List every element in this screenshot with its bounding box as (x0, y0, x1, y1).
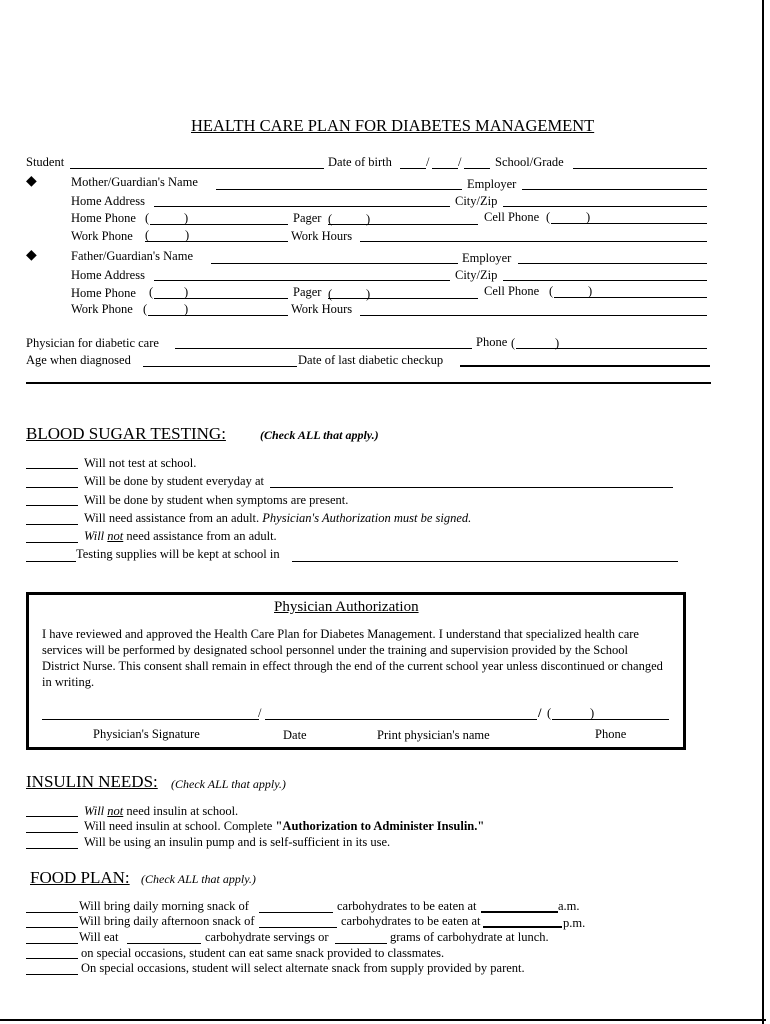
mother-city-zip-field[interactable] (503, 206, 707, 207)
list-item: Will need assistance from an adult. Physician's Authorization must be signed. (84, 511, 472, 525)
checkbox-line[interactable] (26, 487, 78, 488)
paren-close: ) (185, 228, 190, 242)
auth-note: Physician's Authorization must be signed. (262, 511, 472, 525)
mother-home-phone-label: Home Phone (71, 211, 136, 225)
supplies-location-field[interactable] (292, 561, 678, 562)
paren-open: ( (145, 211, 150, 225)
paren-close: ) (184, 211, 189, 225)
checkbox-line[interactable] (26, 848, 78, 849)
slash: / (258, 706, 262, 720)
paren-open: ( (549, 284, 554, 298)
insulin-heading: INSULIN NEEDS: (26, 772, 158, 791)
age-diagnosed-label: Age when diagnosed (26, 353, 131, 367)
blood-sugar-heading: BLOOD SUGAR TESTING: (26, 424, 226, 443)
last-checkup-label: Date of last diabetic checkup (298, 353, 444, 367)
checkbox-line[interactable] (26, 943, 78, 944)
student-field[interactable] (70, 168, 324, 169)
list-item: On special occasions, student will select alternate snack from supply provided by parent. (81, 961, 525, 975)
physician-phone-label: Phone (476, 335, 508, 349)
list-item: a.m. (558, 899, 580, 913)
father-name-field[interactable] (211, 263, 458, 264)
mother-home-address-field[interactable] (154, 206, 450, 207)
list-item: Will not need assistance from an adult. (84, 529, 277, 543)
afternoon-time-field[interactable] (483, 926, 562, 928)
authorization-title: Physician Authorization (274, 599, 419, 615)
mother-cell-phone-label: Cell Phone (484, 210, 540, 224)
list-item: carbohydrate servings or (205, 930, 329, 944)
checkbox-line[interactable] (26, 524, 78, 525)
print-name-label: Print physician's name (377, 728, 490, 742)
checkbox-line[interactable] (26, 816, 78, 817)
mother-employer-label: Employer (467, 177, 517, 191)
section-divider (26, 382, 711, 384)
mother-employer-field[interactable] (522, 189, 707, 190)
father-work-hours-field[interactable] (360, 315, 707, 316)
signature-field[interactable] (42, 719, 259, 720)
afternoon-snack-amount-field[interactable] (259, 927, 337, 928)
insulin-note: (Check ALL that apply.) (171, 777, 286, 791)
list-item: carbohydrates to be eaten at (341, 914, 481, 928)
list-item: Testing supplies will be kept at school in (76, 547, 280, 561)
mother-name-field[interactable] (216, 189, 462, 190)
dob-year-field[interactable] (464, 168, 490, 169)
bullet-diamond-icon: ◆ (26, 248, 37, 263)
father-home-phone-label: Home Phone (71, 286, 136, 300)
dob-label: Date of birth (328, 155, 392, 169)
father-city-zip-label: City/Zip (455, 268, 498, 282)
mother-pager-field[interactable] (328, 224, 478, 225)
paren-close: ) (588, 284, 593, 298)
page-title: HEALTH CARE PLAN FOR DIABETES MANAGEMENT (191, 116, 595, 135)
authorization-phone-field[interactable] (552, 719, 669, 720)
mother-cell-phone-field[interactable] (551, 223, 707, 224)
father-cell-phone-label: Cell Phone (484, 284, 540, 298)
checkbox-line[interactable] (26, 542, 78, 543)
last-checkup-field[interactable] (460, 365, 710, 367)
list-item: Will not need insulin at school. (84, 804, 239, 818)
mother-pager-label: Pager (293, 211, 322, 225)
food-plan-heading: FOOD PLAN: (30, 868, 130, 887)
list-item: Will not test at school. (84, 456, 197, 470)
list-item: Will bring daily afternoon snack of (79, 914, 255, 928)
father-home-address-field[interactable] (154, 280, 450, 281)
list-item: grams of carbohydrate at lunch. (390, 930, 549, 944)
blood-sugar-note: (Check ALL that apply.) (260, 428, 379, 442)
physician-care-label: Physician for diabetic care (26, 336, 159, 350)
list-item: Will be using an insulin pump and is self-sufficient in its use. (84, 835, 391, 849)
school-grade-label: School/Grade (495, 155, 564, 169)
list-item: on special occasions, student can eat same snack provided to classmates. (81, 946, 445, 960)
mother-home-phone-field[interactable] (150, 224, 288, 225)
list-item: Will be done by student when symptoms are present. (84, 493, 349, 507)
mother-work-hours-field[interactable] (360, 241, 707, 242)
paren-close: ) (184, 302, 189, 316)
paren-open: ( (511, 336, 516, 350)
dob-slash-1: / (426, 155, 430, 169)
father-work-phone-field[interactable] (148, 315, 288, 316)
father-pager-label: Pager (293, 285, 322, 299)
checkbox-line[interactable] (26, 958, 78, 959)
slash: / (538, 706, 542, 720)
checkbox-line[interactable] (26, 927, 78, 928)
list-item: Will need insulin at school. Complete "Authorization to Administer Insulin." (84, 819, 485, 833)
signature-label: Physician's Signature (93, 727, 200, 741)
page-right-edge (762, 0, 764, 1024)
paren-open: ( (145, 228, 150, 242)
paren-close: ) (366, 212, 371, 226)
age-diagnosed-field[interactable] (143, 366, 297, 367)
paren-close: ) (366, 287, 371, 301)
father-city-zip-field[interactable] (503, 280, 707, 281)
checkbox-line[interactable] (26, 561, 76, 562)
physician-phone-field[interactable] (516, 348, 707, 349)
physician-care-field[interactable] (175, 348, 472, 349)
mother-city-zip-label: City/Zip (455, 194, 498, 208)
date-label: Date (283, 728, 307, 742)
authorization-text: I have reviewed and approved the Health Care Plan for Diabetes Management. I understand that specialized health care services will be performed by designated school personnel under the training and supervision provided by the School District Nurse. This consent shall remain in effect through the end of the current school year unless discontinued or changed in writing. (42, 627, 663, 689)
father-name-label: Father/Guardian's Name (71, 249, 194, 263)
list-item: Will bring daily morning snack of (79, 899, 249, 913)
dob-day-field[interactable] (432, 168, 458, 169)
paren-open: ( (149, 285, 154, 299)
father-work-phone-label: Work Phone (71, 302, 133, 316)
mother-work-phone-field[interactable] (145, 241, 288, 242)
father-pager-field[interactable] (328, 298, 478, 299)
date-print-name-field[interactable] (265, 719, 537, 720)
dob-month-field[interactable] (400, 168, 426, 169)
dob-slash-2: / (458, 155, 462, 169)
checkbox-line[interactable] (26, 505, 78, 506)
checkbox-line[interactable] (26, 974, 78, 975)
paren-open: ( (328, 212, 333, 226)
paren-open: ( (143, 302, 148, 316)
mother-home-address-label: Home Address (71, 194, 145, 208)
grams-field[interactable] (335, 943, 387, 944)
page-bottom-edge (0, 1019, 766, 1021)
checkbox-line[interactable] (26, 912, 78, 913)
paren-close: ) (590, 706, 595, 720)
paren-open: ( (547, 706, 552, 720)
food-plan-note: (Check ALL that apply.) (141, 872, 256, 886)
paren-close: ) (555, 336, 560, 350)
bullet-diamond-icon: ◆ (26, 174, 37, 189)
morning-time-field[interactable] (481, 911, 558, 913)
paren-open: ( (328, 287, 333, 301)
list-item: p.m. (563, 916, 586, 930)
servings-field[interactable] (127, 943, 201, 944)
father-home-address-label: Home Address (71, 268, 145, 282)
mother-name-label: Mother/Guardian's Name (71, 175, 198, 189)
father-employer-field[interactable] (518, 263, 707, 264)
paren-open: ( (546, 210, 551, 224)
father-employer-label: Employer (462, 251, 512, 265)
list-item: Will eat (79, 930, 119, 944)
school-grade-field[interactable] (573, 168, 707, 169)
paren-close: ) (184, 285, 189, 299)
checkbox-line[interactable] (26, 468, 78, 469)
morning-snack-amount-field[interactable] (259, 912, 333, 913)
paren-close: ) (586, 210, 591, 224)
father-home-phone-field[interactable] (154, 298, 288, 299)
list-item: Will be done by student everyday at (84, 474, 264, 488)
checkbox-line[interactable] (26, 832, 78, 833)
mother-work-hours-label: Work Hours (291, 229, 353, 243)
list-item: carbohydrates to be eaten at (337, 899, 477, 913)
phone-label: Phone (595, 727, 627, 741)
mother-work-phone-label: Work Phone (71, 229, 133, 243)
father-work-hours-label: Work Hours (291, 302, 353, 316)
student-label: Student (26, 155, 65, 169)
father-cell-phone-field[interactable] (554, 297, 707, 298)
testing-time-field[interactable] (270, 487, 673, 488)
